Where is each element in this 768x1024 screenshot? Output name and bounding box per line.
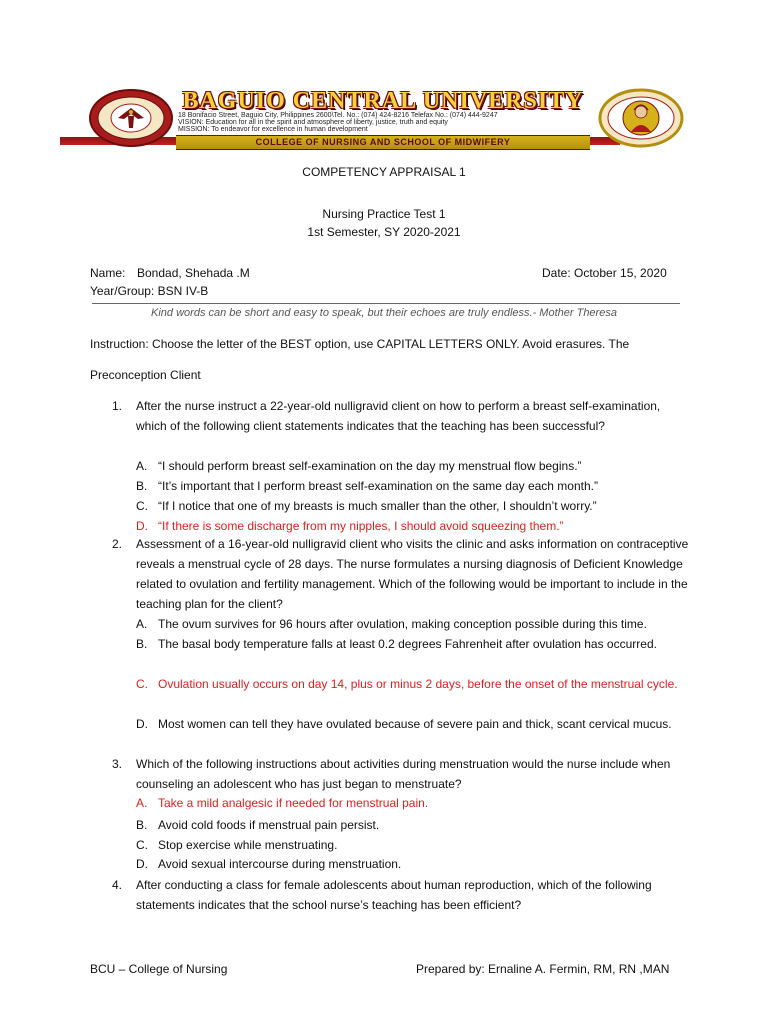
option-text: The basal body temperature falls at least 0.2 degrees Fahrenheit after ovulation has occurred.: [158, 637, 657, 651]
name-label: Name:: [90, 266, 126, 280]
option-text: “If there is some discharge from my nipples, I should avoid squeezing them.”: [158, 519, 564, 533]
question-3: [112, 754, 692, 874]
student-name: Bondad, Shehada .M: [137, 266, 250, 280]
motivational-quote: Kind words can be short and easy to speak, but their echoes are truly endless.- Mother Theresa: [151, 307, 617, 319]
question-number: 3.: [112, 757, 123, 771]
option-letter: B.: [136, 637, 148, 651]
option-text: Take a mild analgesic if needed for menstrual pain.: [158, 796, 429, 810]
university-name: BAGUIO CENTRAL UNIVERSITY: [182, 88, 584, 114]
question-text: After conducting a class for female adolescents about human reproduction, which of the following statements indicates that the school nurse’s teaching has been efficient?: [136, 878, 652, 912]
section-heading: Preconception Client: [90, 368, 201, 382]
year-group: Year/Group: BSN IV-B: [90, 284, 209, 298]
option-letter: D.: [136, 717, 148, 731]
option-text: “I should perform breast self-examination on the day my menstrual flow begins.”: [158, 459, 582, 473]
test-date: Date: October 15, 2020: [542, 266, 667, 280]
option-letter: D.: [136, 857, 148, 871]
question-text: After the nurse instruct a 22-year-old nulligravid client on how to perform a breast self-examination, which of the following client statements indicates that the teaching has been successful?: [136, 399, 661, 433]
university-seal-logo: [88, 88, 174, 148]
option-text: Most women can tell they have ovulated because of severe pain and thick, scant cervical mucus.: [158, 717, 672, 731]
university-vision: VISION: Education for all in the spirit and atmosphere of liberty, justice, truth and equity: [178, 119, 448, 126]
option-text: “If I notice that one of my breasts is much smaller than the other, I shouldn’t worry.”: [158, 499, 597, 513]
option-text: “It’s important that I perform breast self-examination on the same day each month.”: [158, 479, 598, 493]
question-1: [112, 396, 692, 536]
option-text: Stop exercise while menstruating.: [158, 838, 338, 852]
option-letter: B.: [136, 818, 148, 832]
question-4: [112, 875, 692, 915]
test-title: COMPETENCY APPRAISAL 1: [302, 165, 466, 179]
option-text: The ovum survives for 96 hours after ovulation, making conception possible during this time.: [158, 617, 647, 631]
college-seal-logo: [598, 88, 684, 148]
option-text: Avoid cold foods if menstrual pain persist.: [158, 818, 380, 832]
letterhead: [88, 86, 684, 150]
option-letter: A.: [136, 459, 148, 473]
question-text: Which of the following instructions about activities during menstruation would the nurse include when counseling an adolescent who has just began to menstruate?: [136, 757, 671, 791]
letterhead-text-block: [176, 86, 590, 150]
option-text: Ovulation usually occurs on day 14, plus or minus 2 days, before the onset of the menstrual cycle.: [158, 677, 678, 691]
college-name-banner: COLLEGE OF NURSING AND SCHOOL OF MIDWIFERY: [176, 135, 590, 150]
option-letter: C.: [136, 499, 148, 513]
question-2: [112, 534, 692, 754]
option-text: Avoid sexual intercourse during menstruation.: [158, 857, 402, 871]
option-letter: A.: [136, 617, 148, 631]
option-letter: D.: [136, 519, 148, 533]
semester-line: 1st Semester, SY 2020-2021: [307, 225, 461, 239]
instruction-text: Instruction: Choose the letter of the BEST option, use CAPITAL LETTERS ONLY. Avoid erasures. The: [90, 337, 630, 351]
university-address: 18 Bonifacio Street, Baguio City, Philippines 2600\Tel. No.: (074) 424-8216 Telefax No.: (074) 444-9247: [178, 112, 498, 119]
option-letter: C.: [136, 677, 148, 691]
question-number: 1.: [112, 399, 123, 413]
option-letter: B.: [136, 479, 148, 493]
header-divider: [92, 303, 680, 304]
option-letter: A.: [136, 796, 148, 810]
question-number: 4.: [112, 878, 123, 892]
footer-left: BCU – College of Nursing: [90, 962, 228, 976]
university-mission: MISSION: To endeavor for excellence in human development: [178, 126, 368, 133]
test-subtitle: Nursing Practice Test 1: [322, 207, 446, 221]
option-letter: C.: [136, 838, 148, 852]
footer-right: Prepared by: Ernaline A. Fermin, RM, RN ,MAN: [416, 962, 670, 976]
question-text: Assessment of a 16-year-old nulligravid client who visits the clinic and asks information on contraceptive reveals a menstrual cycle of 28 days. The nurse formulates a nursing diagnosis of Deficient Knowledge related to ovulation and fertility management. Which of the following would be important to include in the teaching plan for the client?: [136, 537, 689, 611]
question-number: 2.: [112, 537, 123, 551]
